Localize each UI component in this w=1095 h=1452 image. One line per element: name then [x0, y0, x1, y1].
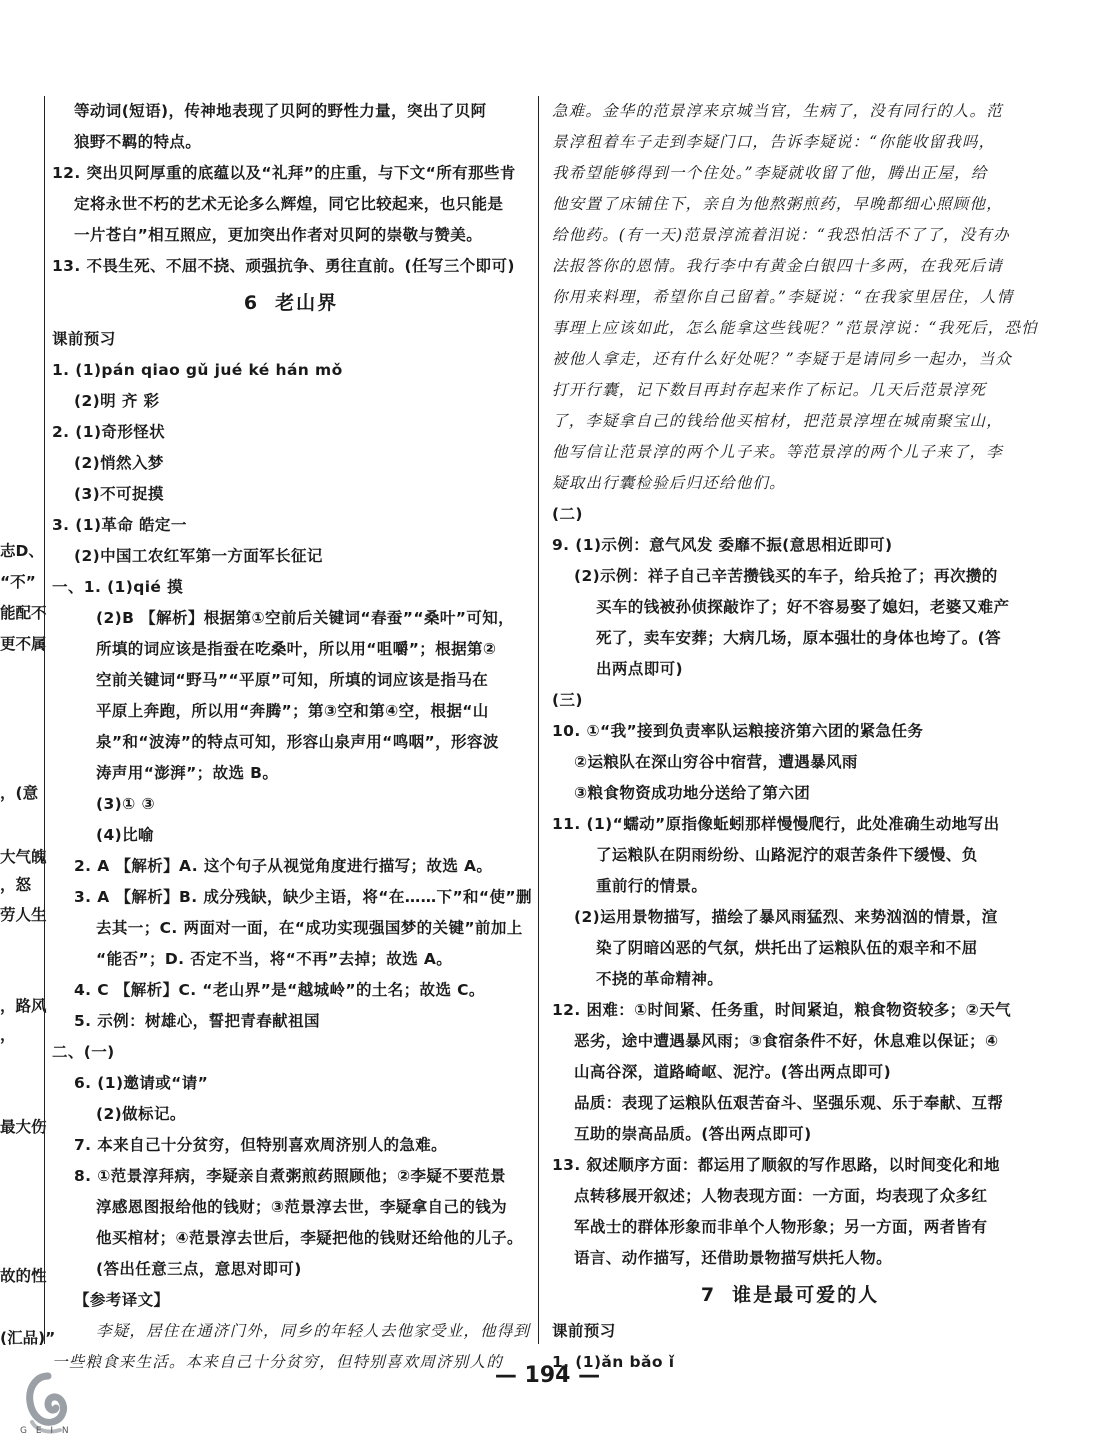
text-line: (2)中国工农红军第一方面军长征记: [74, 547, 323, 565]
text-line: 8. ①范景淳拜病，李疑亲自煮粥煎药照顾他；②李疑不要范景: [74, 1167, 506, 1185]
text-line: 所填的词应该是指蚕在吃桑叶，所以用“咀嚼”；根据第②: [96, 640, 497, 658]
text-line: 泉”和“波涛”的特点可知，形容山泉声用“鸣咽”，形容波: [96, 733, 499, 751]
edge-fragment: 志D、: [0, 542, 44, 560]
text-line: 定将永世不朽的艺术无论多么辉煌，同它比较起来，也只能是: [74, 195, 504, 213]
text-line: (2)做标记。: [96, 1105, 186, 1123]
text-line: 出两点即可): [596, 660, 683, 678]
text-line: ③粮食物资成功地分送给了第六团: [574, 784, 811, 802]
text-line: 11. (1)“蠕动”原指像蚯蚓那样慢慢爬行，此处准确生动地写出: [552, 815, 1000, 833]
translation-line: 李疑，居住在通济门外，同乡的年轻人去他家受业，他得到: [96, 1322, 531, 1340]
left-column-rule: [44, 96, 45, 1344]
text-line: “能否”；D. 否定不当，将“不再”去掉；故选 A。: [96, 950, 453, 968]
edge-fragment: ，(意: [0, 784, 39, 802]
section-number: 6: [243, 292, 260, 314]
text-line: 【参考译文】: [74, 1291, 170, 1309]
text-line: (答出任意三点，意思对即可): [96, 1260, 302, 1278]
text-line: (三): [552, 691, 583, 709]
text-line: (2)明 齐 彩: [74, 392, 160, 410]
text-line: 一片苍白”相互照应，更加突出作者对贝阿的崇敬与赞美。: [74, 226, 483, 244]
translation-line: 他安置了床铺住下，亲自为他熬粥煎药，早晚都细心照顾他，: [552, 195, 1003, 213]
page-number: — 194 —: [494, 1363, 601, 1388]
edge-fragment: “不”: [0, 573, 36, 591]
text-line: 互助的崇高品质。(答出两点即可): [574, 1125, 812, 1143]
text-line: 2. A 【解析】A. 这个句子从视觉角度进行描写；故选 A。: [74, 857, 493, 875]
text-line: 7. 本来自己十分贫穷，但特别喜欢周济别人的急难。: [74, 1136, 448, 1154]
translation-line: 给他药。(有一天)范景淳流着泪说：“我恐怕活不了了，没有办: [552, 226, 1010, 244]
text-line: 平原上奔跑，所以用“奔腾”；第③空和第④空，根据“山: [96, 702, 489, 720]
section-name: 谁是最可爱的人: [732, 1284, 880, 1306]
text-line: 涛声用“澎湃”；故选 B。: [96, 764, 279, 782]
text-line: (2)B 【解析】根据第①空前后关键词“春蚕”“桑叶”可知，: [96, 609, 515, 627]
text-line: 3. A 【解析】B. 成分残缺，缺少主语，将“在……下”和“使”删: [74, 888, 532, 906]
text-line: 恶劣，途中遭遇暴风雨；③食宿条件不好，休息难以保证；④: [574, 1032, 999, 1050]
edge-fragment: 能配不: [0, 604, 47, 622]
text-line: 2. (1)奇形怪状: [52, 423, 166, 441]
text-line: 死了，卖车安葬；大病几场，原本强壮的身体也垮了。(答: [596, 629, 1001, 647]
edge-fragment: 最大伤: [0, 1118, 47, 1136]
logo-label: G E I N: [20, 1426, 72, 1436]
text-line: 6. (1)邀请或“请”: [74, 1074, 209, 1092]
text-line: 重前行的情景。: [596, 877, 708, 895]
text-line: 10. ①“我”接到负责率队运粮接济第六团的紧急任务: [552, 722, 924, 740]
text-line: 12. 突出贝阿厚重的底蕴以及“礼拜”的庄重，与下文“所有那些肯: [52, 164, 516, 182]
translation-line: 疑取出行囊检验后归还给他们。: [552, 474, 786, 492]
section-title-7: [552, 1274, 1028, 1316]
center-column-rule: [538, 96, 539, 1344]
translation-line: 一些粮食来生活。本来自己十分贫穷，但特别喜欢周济别人的: [52, 1353, 503, 1371]
section-number: 7: [700, 1284, 717, 1306]
text-line: 他买棺材；④范景淳去世后，李疑把他的钱财还给他的儿子。: [96, 1229, 523, 1247]
edge-fragment: ，怒: [0, 876, 32, 894]
translation-line: 景淳租着车子走到李疑门口，告诉李疑说：“你能收留我吗，: [552, 133, 996, 151]
edge-fragment: ，路风: [0, 997, 47, 1015]
text-line: 9. (1)示例：意气风发 委靡不振(意思相近即可): [552, 536, 893, 554]
left-column: [52, 96, 530, 1378]
text-line: 染了阴暗凶恶的气氛，烘托出了运粮队伍的艰辛和不屈: [596, 939, 978, 957]
section-name: 老山界: [275, 292, 339, 314]
text-line: 4. C 【解析】C. “老山界”是“越城岭”的土名；故选 C。: [74, 981, 485, 999]
text-line: ②运粮队在深山穷谷中宿营，遭遇暴风雨: [574, 753, 858, 771]
subheading: 课前预习: [52, 330, 116, 348]
text-line: 空前关键词“野马”“平原”可知，所填的词应该是指马在: [96, 671, 489, 689]
text-line: 去其一；C. 两面对一面，在“成功实现强国梦的关键”前加上: [96, 919, 523, 937]
text-line: (2)运用景物描写，描绘了暴风雨猛烈、来势汹汹的情景，渲: [574, 908, 998, 926]
edge-fragment: 劳人生: [0, 906, 47, 924]
text-line: 13. 叙述顺序方面：都运用了顺叙的写作思路，以时间变化和地: [552, 1156, 1000, 1174]
translation-line: 法报答你的恩情。我行李中有黄金白银四十多两，在我死后请: [552, 257, 1003, 275]
text-line: (二): [552, 505, 583, 523]
text-line: (3)不可捉摸: [74, 485, 164, 503]
edge-fragment: 更不属: [0, 635, 47, 653]
text-line: 点转移展开叙述；人物表现方面：一方面，均表现了众多红: [574, 1187, 988, 1205]
text-line: 不挠的革命精神。: [596, 970, 724, 988]
translation-line: 我希望能够得到一个住处。”李疑就收留了他，腾出正屋，给: [552, 164, 988, 182]
text-line: 12. 困难：①时间紧、任务重，时间紧迫，粮食物资较多；②天气: [552, 1001, 1012, 1019]
text-line: 等动词(短语)，传神地表现了贝阿的野性力量，突出了贝阿: [74, 102, 487, 120]
edge-fragment: 故的性: [0, 1267, 47, 1285]
text-line: 语言、动作描写，还借助景物描写烘托人物。: [574, 1249, 893, 1267]
text-line: 1. (1)ǎn bǎo ǐ: [552, 1353, 675, 1371]
subheading: 课前预习: [552, 1322, 616, 1340]
text-line: 狼野不羁的特点。: [74, 133, 202, 151]
edge-fragment: ，: [0, 1026, 16, 1044]
translation-line: 事理上应该如此，怎么能拿这些钱呢？”范景淳说：“我死后，恐怕: [552, 319, 1038, 337]
text-line: 军战士的群体形象而非单个人物形象；另一方面，两者皆有: [574, 1218, 988, 1236]
section-title-6: [52, 282, 530, 324]
text-line: 13. 不畏生死、不屈不挠、顽强抗争、勇往直前。(任写三个即可): [52, 257, 515, 275]
translation-line: 急难。金华的范景淳来京城当官，生病了，没有同行的人。范: [552, 102, 1003, 120]
text-line: 3. (1)革命 皓定一: [52, 516, 187, 534]
text-line: (3)① ③: [96, 795, 155, 813]
text-line: (2)悄然入梦: [74, 454, 164, 472]
text-line: 品质：表现了运粮队伍艰苦奋斗、坚强乐观、乐于奉献、互帮: [574, 1094, 1004, 1112]
translation-line: 被他人拿走，还有什么好处呢？”李疑于是请同乡一起办，当众: [552, 350, 1013, 368]
text-line: 1. (1)pán qiao gǔ jué ké hán mǒ: [52, 361, 343, 379]
text-line: 一、1. (1)qié 摸: [52, 578, 184, 596]
translation-line: 你用来料理，希望你自己留着。”李疑说：“在我家里居住，人情: [552, 288, 1014, 306]
translation-line: 他写信让范景淳的两个儿子来。等范景淳的两个儿子来了，李: [552, 443, 1003, 461]
text-line: (4)比喻: [96, 826, 154, 844]
translation-line: 打开行囊，记下数目再封存起来作了标记。几天后范景淳死: [552, 381, 987, 399]
edge-fragment: 大气魄: [0, 848, 47, 866]
text-line: 了运粮队在阴雨纷纷、山路泥泞的艰苦条件下缓慢、负: [596, 846, 978, 864]
text-line: 买车的钱被孙侦探敲诈了；好不容易娶了媳妇，老婆又难产: [596, 598, 1010, 616]
text-line: (2)示例：祥子自己辛苦攒钱买的车子，给兵抢了；再次攒的: [574, 567, 998, 585]
right-column: [552, 96, 1038, 1378]
text-line: 5. 示例：树雄心，誓把青春献祖国: [74, 1012, 320, 1030]
text-line: 二、(一): [52, 1043, 115, 1061]
text-line: 山高谷深，道路崎岖、泥泞。(答出两点即可): [574, 1063, 892, 1081]
translation-line: 了，李疑拿自己的钱给他买棺材，把范景淳埋在城南聚宝山，: [552, 412, 1003, 430]
text-line: 淳感恩图报给他的钱财；③范景淳去世，李疑拿自己的钱为: [96, 1198, 508, 1216]
edge-fragment: (汇品)”: [0, 1329, 56, 1347]
